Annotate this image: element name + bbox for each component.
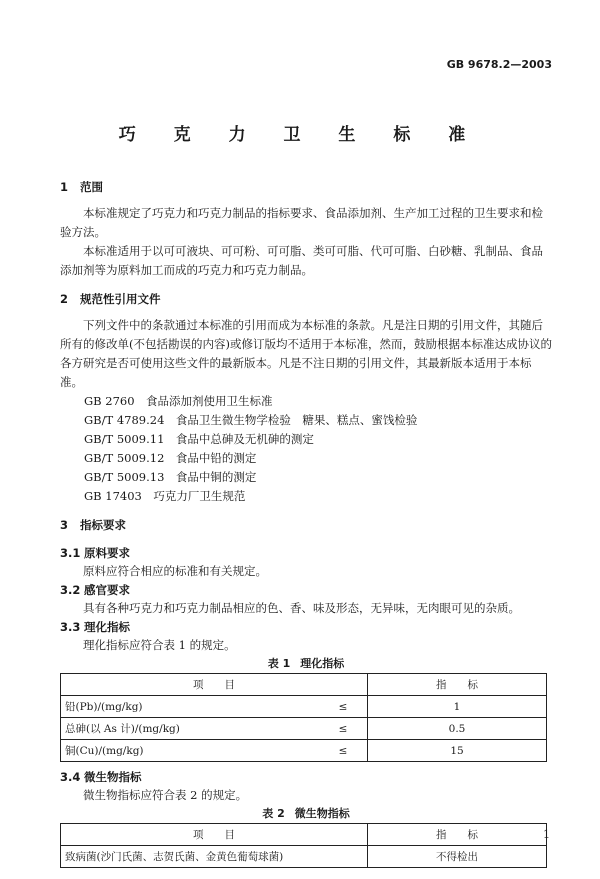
reference-item: GB 17403 巧克力厂卫生规范: [84, 489, 246, 503]
paragraph: 下列文件中的条款通过本标准的引用而成为本标准的条款。凡是注日期的引用文件，其随后所有的修改单(不包括勘误的内容)或修订版均不适用于本标准，然而，鼓励根据本标准达成协议的各方研究是否可使用这些文件的最新版本。凡是不注日期的引用文件，其最新版本适用于本标准。: [60, 318, 552, 389]
subsection-title: 原料要求: [84, 546, 130, 560]
paragraph: 原料应符合相应的标准和有关规定。: [83, 564, 267, 578]
reference-item: GB/T 4789.24 食品卫生微生物学检验 糖果、糕点、蜜饯检验: [84, 413, 418, 427]
document-body: [60, 178, 552, 868]
subsection-title: 感官要求: [84, 583, 130, 597]
section-number: 1: [60, 180, 69, 194]
page-number: 1: [543, 828, 550, 841]
column-header-value: 指 标: [368, 674, 547, 696]
table-caption: [60, 655, 552, 673]
section-number: 2: [60, 292, 69, 306]
subsection-number: 3.2: [60, 583, 81, 597]
paragraph: 具有各种巧克力和巧克力制品相应的色、香、味及形态，无异味，无肉眼可见的杂质。: [83, 601, 520, 615]
reference-item: GB 2760 食品添加剂使用卫生标准: [84, 394, 273, 408]
section-title: 范围: [80, 180, 103, 194]
column-header-item: 项 目: [61, 674, 368, 696]
subsection-heading: [60, 768, 552, 786]
page-title: 巧 克 力 卫 生 标 准: [118, 125, 482, 145]
comparison-symbol: ≤: [319, 740, 368, 762]
table-header-row: [61, 674, 547, 696]
subsection-heading: [60, 544, 552, 562]
subsection-heading: [60, 618, 552, 636]
standard-number: GB 9678.2—2003: [446, 58, 552, 71]
column-header-item: 项 目: [61, 824, 368, 846]
table-row: [61, 846, 547, 868]
value-cell: 不得检出: [368, 846, 547, 868]
item-cell: 致病菌(沙门氏菌、志贺氏菌、金黄色葡萄球菌): [61, 846, 368, 868]
reference-item: GB/T 5009.13 食品中铜的测定: [84, 470, 257, 484]
table-caption: [60, 805, 552, 823]
section-heading: [60, 516, 552, 534]
paragraph: 微生物指标应符合表 2 的规定。: [83, 788, 248, 802]
value-cell: 1: [368, 696, 547, 718]
section-heading: [60, 178, 552, 196]
table-number: 表 2: [262, 807, 285, 820]
subsection-number: 3.3: [60, 620, 81, 634]
paragraph: 本标准规定了巧克力和巧克力制品的指标要求、食品添加剂、生产加工过程的卫生要求和检验方法。: [60, 206, 543, 239]
item-cell: 铜(Cu)/(mg/kg): [61, 740, 320, 762]
item-cell: 总砷(以 As 计)/(mg/kg): [61, 718, 320, 740]
value-cell: 15: [368, 740, 547, 762]
column-header-value: 指 标: [368, 824, 547, 846]
table-header-row: [61, 824, 547, 846]
table-row: [61, 696, 547, 718]
physicochemical-table: [60, 673, 547, 762]
section-title: 指标要求: [80, 518, 126, 532]
subsection-number: 3.4: [60, 770, 81, 784]
table-title: 微生物指标: [294, 807, 350, 820]
section-number: 3: [60, 518, 69, 532]
reference-item: GB/T 5009.12 食品中铅的测定: [84, 451, 257, 465]
section-heading: [60, 290, 552, 308]
table-title: 理化指标: [300, 657, 345, 670]
subsection-number: 3.1: [60, 546, 81, 560]
table-number: 表 1: [267, 657, 291, 670]
subsection-title: 微生物指标: [84, 770, 142, 784]
subsection-heading: [60, 581, 552, 599]
paragraph: 理化指标应符合表 1 的规定。: [83, 638, 236, 652]
comparison-symbol: ≤: [319, 718, 368, 740]
table-row: [61, 718, 547, 740]
comparison-symbol: ≤: [319, 696, 368, 718]
reference-item: GB/T 5009.11 食品中总砷及无机砷的测定: [84, 432, 314, 446]
microbiological-table: [60, 823, 547, 868]
section-title: 规范性引用文件: [80, 292, 161, 306]
subsection-title: 理化指标: [84, 620, 130, 634]
paragraph: 本标准适用于以可可液块、可可粉、可可脂、类可可脂、代可可脂、白砂糖、乳制品、食品添加剂等为原料加工而成的巧克力和巧克力制品。: [60, 244, 543, 277]
item-cell: 铅(Pb)/(mg/kg): [61, 696, 320, 718]
value-cell: 0.5: [368, 718, 547, 740]
table-row: [61, 740, 547, 762]
